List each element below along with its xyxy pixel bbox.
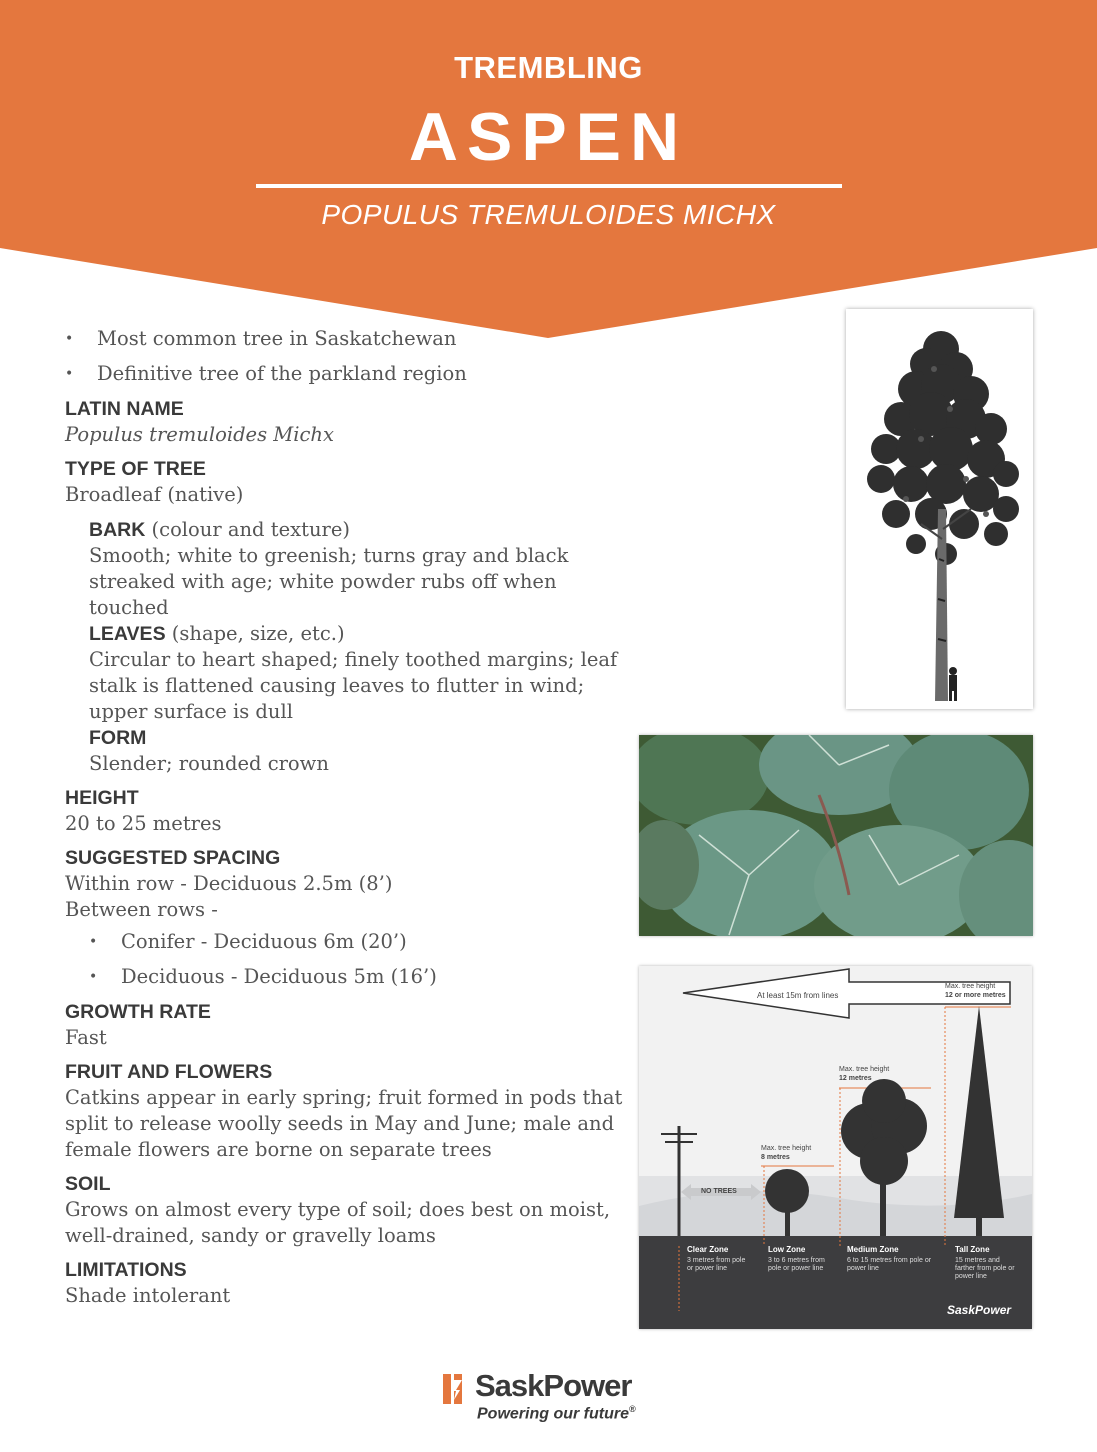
latin-name-heading: LATIN NAME <box>65 398 184 420</box>
zone-name: Medium Zone <box>847 1245 899 1254</box>
saskpower-logo <box>443 1368 658 1430</box>
spacing-item: • Conifer - Deciduous 6m (20’) <box>89 929 625 955</box>
leaves-value: Circular to heart shaped; finely toothed margins; leaf stalk is flattened causing leaves to flutter in wind; upper surface is dull <box>89 648 618 723</box>
growth-rate-heading: GROWTH RATE <box>65 1001 211 1023</box>
zone-name: Low Zone <box>768 1245 806 1254</box>
tall-max-label: Max. tree height <box>945 983 996 990</box>
no-trees-label: NO TREES <box>701 1188 737 1195</box>
bark-heading: BARK <box>89 519 146 541</box>
spacing-between: Between rows - <box>65 898 218 921</box>
low-max-value: 8 metres <box>761 1154 790 1161</box>
logo-wordmark: SaskPower <box>475 1368 632 1403</box>
characteristics-block <box>65 517 625 777</box>
spacing-heading: SUGGESTED SPACING <box>65 847 281 869</box>
bark-note: (colour and texture) <box>145 518 350 541</box>
fruit-value: Catkins appear in early spring; fruit formed in pods that split to release woolly seeds in May and June; male and female flowers are borne on separate trees <box>65 1086 623 1161</box>
low-max-label: Max. tree height <box>761 1145 812 1152</box>
diagram-brand: SaskPower <box>947 1303 1012 1317</box>
registered-mark: ® <box>629 1404 636 1414</box>
medium-max-value: 12 metres <box>839 1075 872 1082</box>
limitations-value: Shade intolerant <box>65 1284 231 1307</box>
logo-tagline-text: Powering our future <box>477 1405 629 1423</box>
latin-name-value: Populus tremuloides Michx <box>65 423 334 446</box>
header-divider <box>256 184 842 188</box>
growth-rate-value: Fast <box>65 1026 107 1049</box>
spacing-within: Within row - Deciduous 2.5m (8’) <box>65 872 393 895</box>
fruit-heading: FRUIT AND FLOWERS <box>65 1061 273 1083</box>
zone-desc: 6 to 15 metres from pole or power line <box>847 1257 932 1272</box>
intro-bullet: • Most common tree in Saskatchewan <box>65 326 625 352</box>
header-title: ASPEN <box>408 99 689 175</box>
height-value: 20 to 25 metres <box>65 812 222 835</box>
tall-max-value: 12 or more metres <box>945 992 1006 999</box>
type-of-tree-heading: TYPE OF TREE <box>65 458 206 480</box>
header-banner <box>0 0 1097 340</box>
spacing-list <box>65 929 625 990</box>
saskpower-logo-icon <box>443 1374 469 1404</box>
intro-bullet: • Definitive tree of the parkland region <box>65 361 625 387</box>
soil-heading: SOIL <box>65 1173 111 1195</box>
bark-value: Smooth; white to greenish; turns gray and black streaked with age; white powder rubs off when touched <box>89 544 569 619</box>
header-supertitle: TREMBLING <box>454 50 643 85</box>
aspen-leaves-image <box>639 735 1033 936</box>
logo-tagline <box>477 1404 636 1423</box>
tree-silhouette-image <box>846 309 1033 709</box>
zone-name: Clear Zone <box>687 1245 729 1254</box>
zone-desc: 3 metres from pole or power line <box>687 1257 746 1272</box>
zone-desc: 3 to 6 metres from pole or power line <box>768 1257 825 1272</box>
planting-zones-diagram <box>639 966 1032 1329</box>
medium-max-label: Max. tree height <box>839 1066 890 1073</box>
species-details <box>65 326 625 1309</box>
zone-desc: 15 metres and farther from pole or power line <box>955 1257 1015 1280</box>
header-latin-name: POPULUS TREMULOIDES MICHX <box>321 199 776 230</box>
zone-arrow-label: At least 15m from lines <box>757 991 839 1000</box>
form-heading: FORM <box>89 727 147 749</box>
spacing-item: • Deciduous - Deciduous 5m (16’) <box>89 964 625 990</box>
type-of-tree-value: Broadleaf (native) <box>65 483 244 506</box>
soil-value: Grows on almost every type of soil; does best on moist, well-drained, sandy or gravelly loams <box>65 1198 611 1247</box>
height-heading: HEIGHT <box>65 787 139 809</box>
form-value: Slender; rounded crown <box>89 752 329 775</box>
leaves-note: (shape, size, etc.) <box>165 622 345 645</box>
leaves-heading: LEAVES <box>89 623 166 645</box>
zone-name: Tall Zone <box>955 1245 990 1254</box>
limitations-heading: LIMITATIONS <box>65 1259 187 1281</box>
intro-bullet-list <box>65 326 625 387</box>
